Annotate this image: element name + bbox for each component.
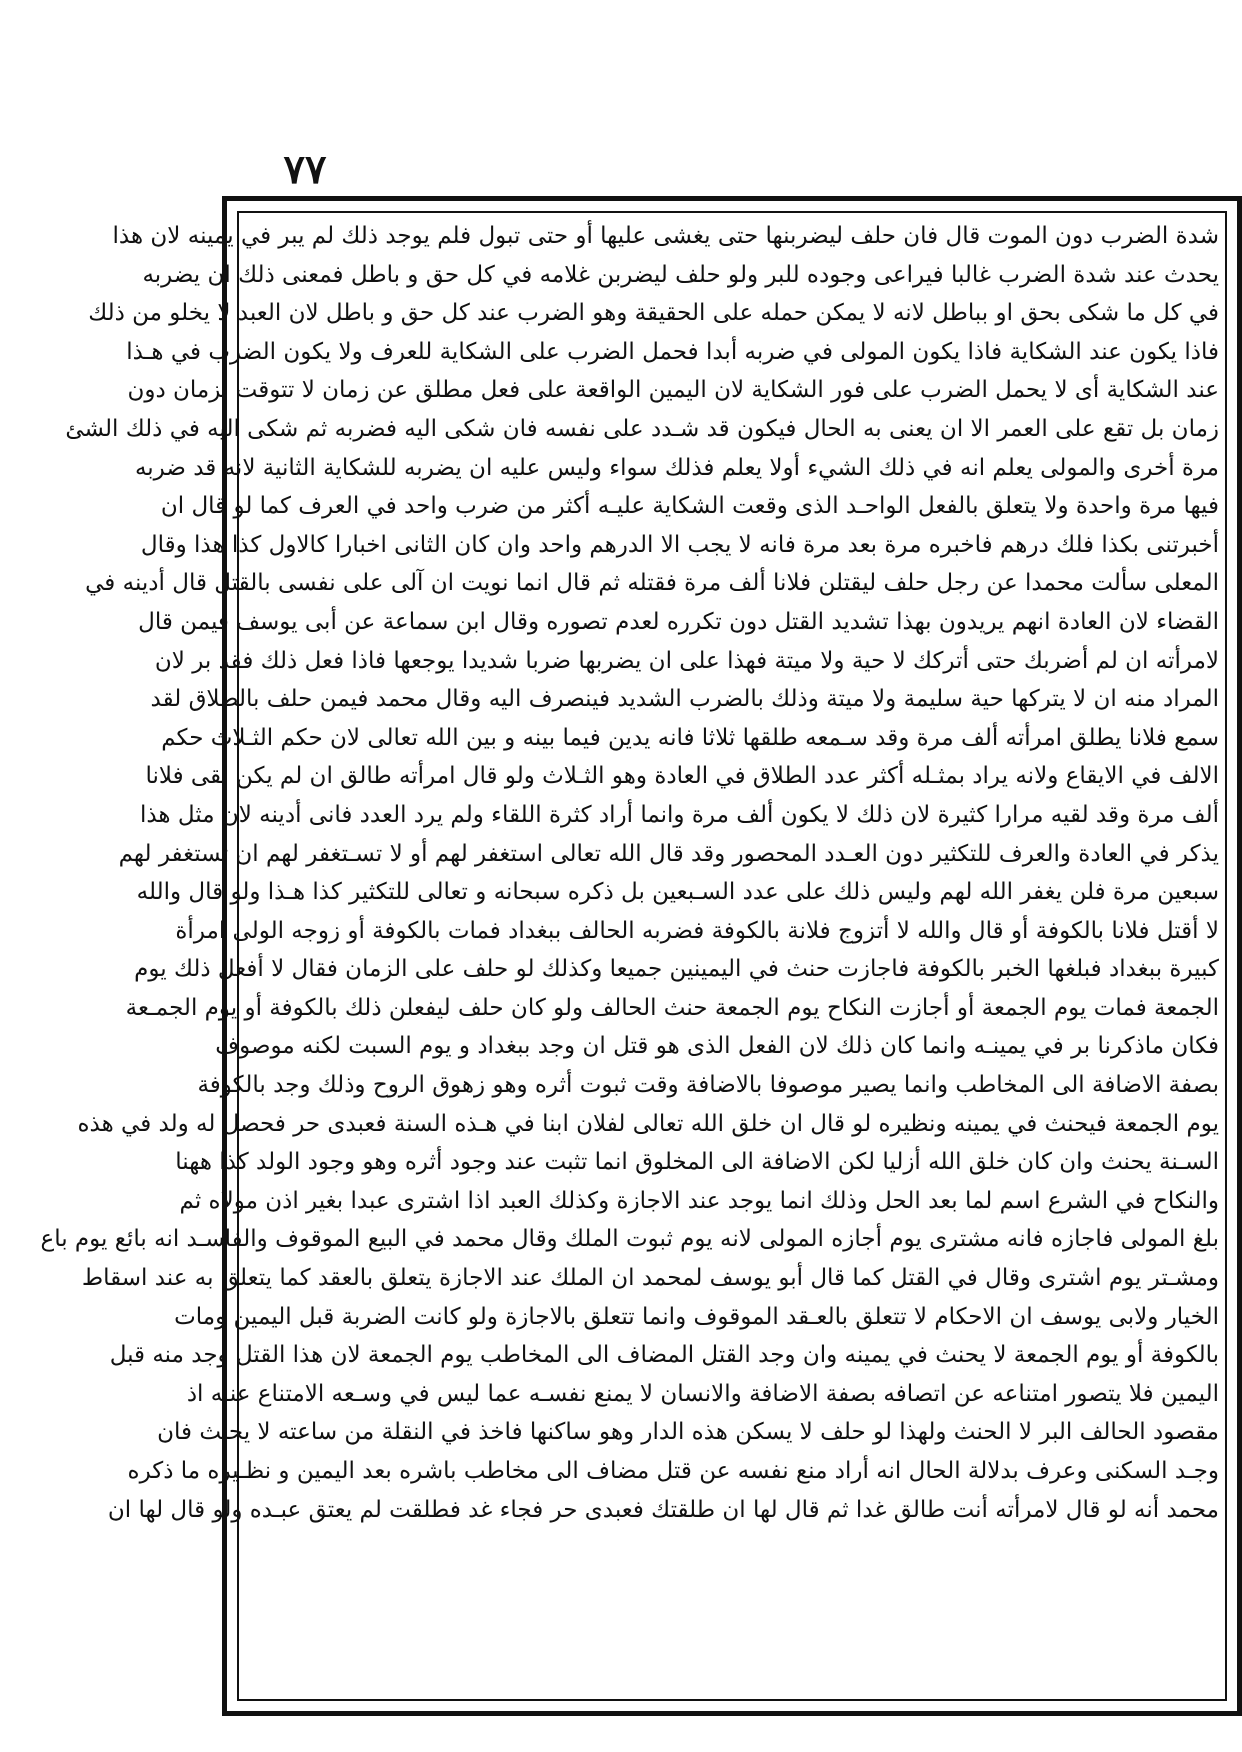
text-line-23: بصفة الاضافة الى المخاطب وانما يصير موصوفا بالاضافة وقت ثبوت أثره وهو زهوق الروح وذلك وجد بالكوفة	[197, 1072, 1219, 1099]
text-line-30: بالكوفة أو يوم الجمعة لا يحنث في يمينه وان وجد القتل المضاف الى المخاطب يوم الجمعة لان هذا القتل وجد منه قبل	[109, 1342, 1219, 1369]
text-line-16: ألف مرة وقد لقيه مرارا كثيرة لان ذلك لا يكون ألف مرة وانما أراد كثرة اللقاء ولم يرد العدد فانى أدينه لان مثل هذا	[139, 801, 1219, 828]
text-line-24: يوم الجمعة فيحنث في يمينه ونظيره لو قال ان خلق الله تعالى لفلان ابنا في هـذه السنة فعبدى حر فحصل له ولد في هذه	[77, 1110, 1219, 1137]
page-frame-inner	[40, 211, 1227, 1701]
page-frame-outer	[40, 196, 1242, 1716]
text-line-17: يذكر في العادة والعرف للتكثير دون العـدد المحصور وقد قال الله تعالى استغفر لهم أو لا تسـتغفر لهم ان تستغفر لهم	[118, 840, 1219, 867]
text-line-13: المراد منه ان لا يتركها حية سليمة ولا ميتة وذلك بالضرب الشديد فينصرف اليه وقال محمد فيمن حلف بالطلاق لقد	[150, 686, 1219, 713]
text-line-21: الجمعة فمات يوم الجمعة أو أجازت النكاح يوم الجمعة حنث الحالف ولو كان حلف ليفعلن ذلك بالكوفة أو يوم الجمـعة	[125, 994, 1219, 1021]
text-line-20: كبيرة ببغداد فبلغها الخبر بالكوفة فاجازت حنث في اليمينين جميعا وكذلك لو حلف على الزمان فقال لا أفعل ذلك يوم	[134, 956, 1219, 983]
text-line-32: مقصود الحالف البر لا الحنث ولهذا لو حلف لا يسكن هذه الدار وهو ساكنها فاخذ في النقلة من ساعته لا يحنث فان	[157, 1419, 1219, 1446]
text-line-27: بلغ المولى فاجازه فانه مشترى يوم أجازه المولى لانه يوم ثبوت الملك وقال محمد في البيع الموقوف والفاسـد انه بائع يوم باع	[40, 1226, 1219, 1253]
text-line-26: والنكاح في الشرع اسم لما بعد الحل وذلك انما يوجد عند الاجازة وكذلك العبد اذا اشترى عبدا بغير اذن مولاه ثم	[179, 1187, 1219, 1214]
text-line-18: سبعين مرة فلن يغفر الله لهم وليس ذلك على عدد السـبعين بل ذكره سبحانه و تعالى للتكثير كذا هـذا ولو قال والله	[136, 879, 1219, 906]
text-line-06: زمان بل تقع على العمر الا ان يعنى به الحال فيكون قد شـدد على نفسه فان شكى اليه فضربه ثم شكى اليه في ذلك الشئ	[65, 415, 1219, 442]
text-line-34: محمد أنه لو قال لامرأته أنت طالق غدا ثم قال لها ان طلقتك فعبدى حر فجاء غد فطلقت لم يعتق عبـده ولو قال لها ان	[107, 1496, 1219, 1523]
text-line-12: لامرأته ان لم أضربك حتى أتركك لا حية ولا ميتة فهذا على ان يضربها ضربا شديدا يوجعها فاذا فعل ذلك فقد بر لان	[154, 647, 1219, 674]
page-number: ۷۷	[283, 146, 327, 193]
text-block	[40, 217, 1219, 1529]
text-line-10: المعلى سألت محمدا عن رجل حلف ليقتلن فلانا ألف مرة فقتله ثم قال انما نويت ان آلى على نفسى بالقتل قال أدينه في	[85, 570, 1219, 597]
text-line-15: الالف في الايقاع ولانه يراد بمثـله أكثر عدد الطلاق في العادة وهو الثـلاث ولو قال امرأته طالق ان لم يكن لقى فلانا	[145, 763, 1219, 790]
text-line-03: في كل ما شكى بحق او بباطل لانه لا يمكن حمله على الحقيقة وهو الضرب عند كل حق و باطل لان العبد لا يخلو من ذلك	[88, 300, 1219, 327]
text-line-07: مرة أخرى والمولى يعلم انه في ذلك الشيء أولا يعلم فذلك سواء وليس عليه ان يضربه للشكاية الثانية لانه قد ضربه	[134, 454, 1219, 481]
text-line-08: فيها مرة واحدة ولا يتعلق بالفعل الواحـد الذى وقعت الشكاية عليـه أكثر من ضرب واحد في العرف كما لو قال ان	[160, 493, 1219, 520]
text-line-29: الخيار ولابى يوسف ان الاحكام لا تتعلق بالعـقد الموقوف وانما تتعلق بالاجازة ولو كانت الضربة قبل اليمين ومات	[174, 1303, 1219, 1330]
text-line-22: فكان ماذكرنا بر في يمينـه وانما كان ذلك لان الفعل الذى هو قتل ان وجد ببغداد و يوم السبت لكنه موصوف	[215, 1033, 1219, 1060]
text-line-25: السـنة يحنث وان كان خلق الله أزليا لكن الاضافة الى المخلوق انما تثبت عند وجود أثره وهو وجود الولد كذا ههنا	[175, 1149, 1219, 1176]
text-line-02: يحدث عند شدة الضرب غالبا فيراعى وجوده للبر ولو حلف ليضربن غلامه في كل حق و باطل فمعنى ذلك ان يضربه	[142, 261, 1219, 288]
text-line-31: اليمين فلا يتصور امتناعه عن اتصافه بصفة الاضافة والانسان لا يمنع نفسـه عما ليس في وسـعه الامتناع عنـه اذ	[186, 1380, 1219, 1407]
text-line-19: لا أقتل فلانا بالكوفة أو قال والله لا أتزوج فلانة بالكوفة فضربه الحالف ببغداد فمات بالكوفة أو زوجه الولى امرأة	[175, 917, 1219, 944]
text-line-09: أخبرتنى بكذا فلك درهم فاخبره مرة بعد مرة فانه لا يجب الا الدرهم واحد وان كان الثانى اخبارا كالاول كذا هذا وقال	[140, 531, 1219, 558]
text-line-28: ومشـتر يوم اشترى وقال في القتل كما قال أبو يوسف لمحمد ان الملك عند الاجازة يتعلق بالعقد كما يتعلق به عند اسقاط	[81, 1265, 1219, 1292]
text-line-14: سمع فلانا يطلق امرأته ألف مرة وقد سـمعه طلقها ثلاثا فانه يدين فيما بينه و بين الله تعالى لان حكم الثـلاث حكم	[161, 724, 1219, 751]
text-line-33: وجـد السكنى وعرف بدلالة الحال انه أراد منع نفسه عن قتل مضاف الى مخاطب باشره بعد اليمين و نظـيره ما ذكره	[127, 1458, 1219, 1484]
text-line-01: شدة الضرب دون الموت قال فان حلف ليضربنها حتى يغشى عليها أو حتى تبول فلم يوجد ذلك لم يبر في يمينه لان هذا	[112, 223, 1219, 249]
text-line-05: عند الشكاية أى لا يحمل الضرب على فور الشكاية لان اليمين الواقعة على فعل مطلق عن زمان لا تتوقت بزمان دون	[127, 377, 1219, 404]
text-line-11: القضاء لان العادة انهم يريدون بهذا تشديد القتل دون تكرره لعدم تصوره وقال ابن سماعة عن أبى يوسف فيمن قال	[138, 608, 1219, 635]
text-line-04: فاذا يكون عند الشكاية فاذا يكون المولى في ضربه أبدا فحمل الضرب على الشكاية للعرف ولا يكون الضرب في هـذا	[126, 338, 1219, 365]
